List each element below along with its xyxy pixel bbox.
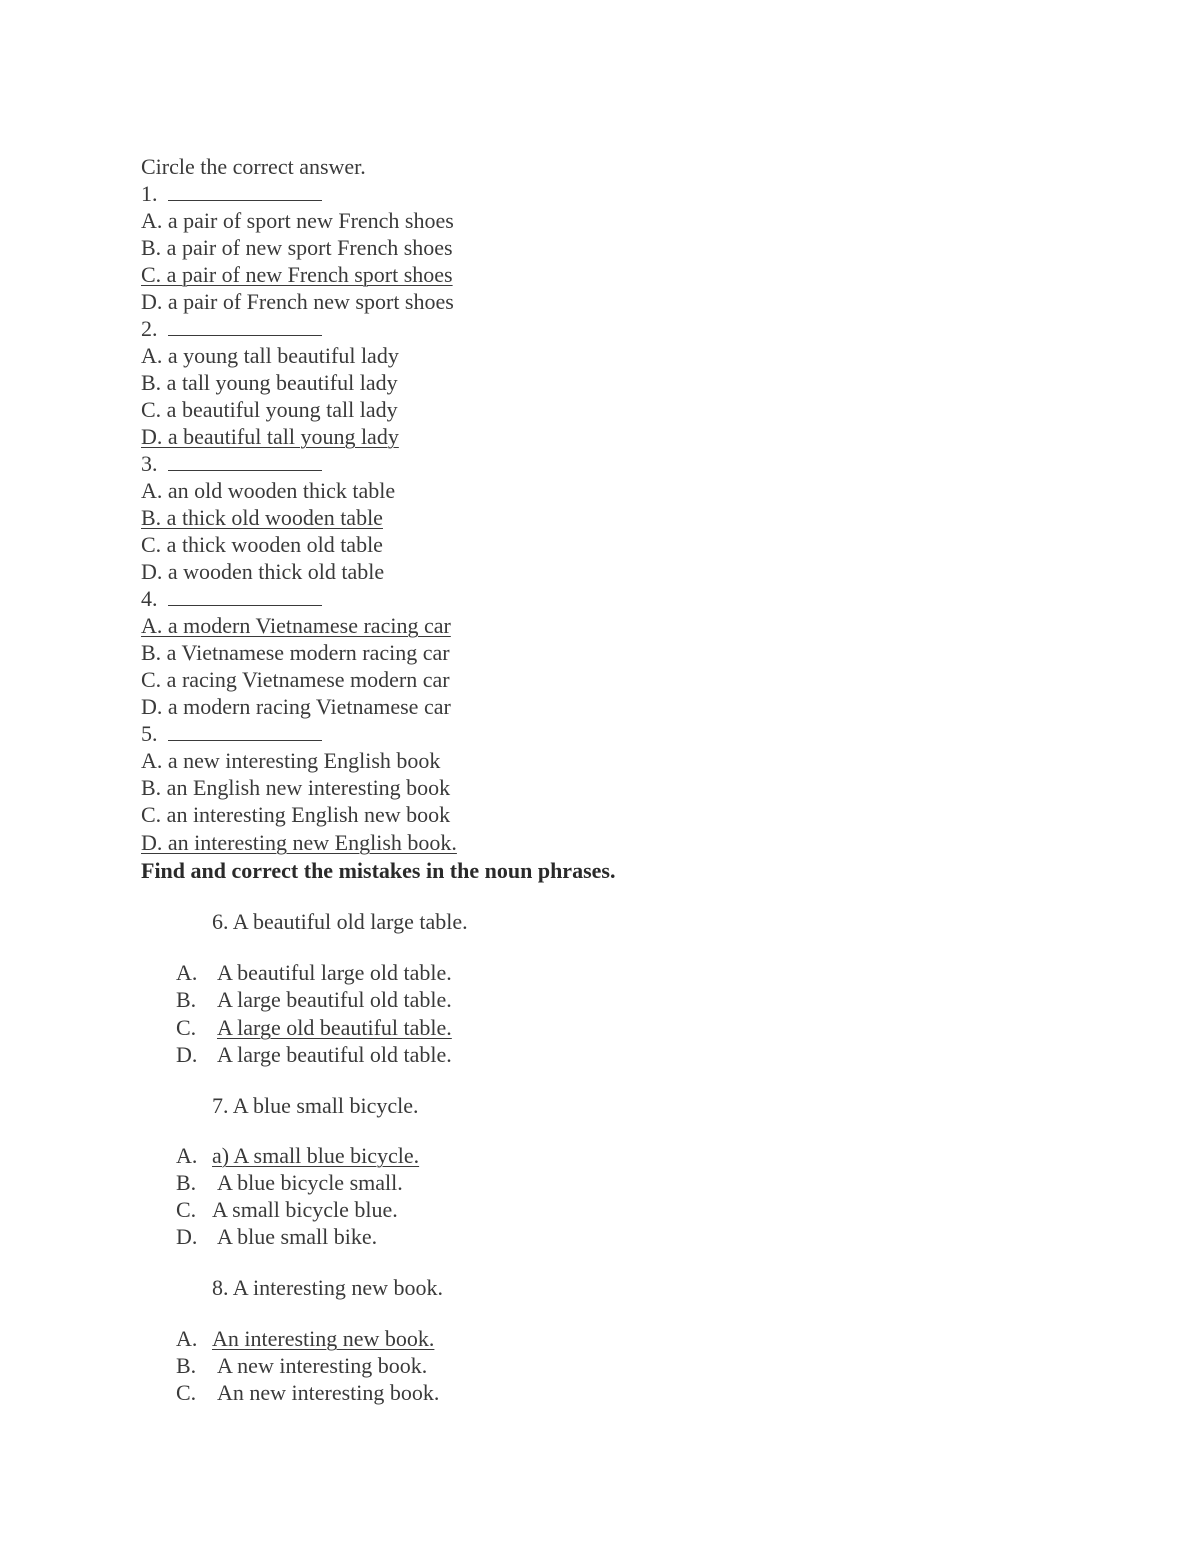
q5-option-b[interactable]: B. an English new interesting book (141, 775, 451, 800)
option-letter: B. (176, 1353, 197, 1378)
q6-option-c-correct[interactable] (0, 1014, 600, 1041)
option-text: A large beautiful old table. (217, 987, 452, 1012)
option-letter: D. (176, 1042, 198, 1067)
q2-option-b[interactable]: B. a tall young beautiful lady (141, 370, 398, 395)
option-letter: C. (176, 1015, 197, 1040)
option-text: A blue bicycle small. (217, 1170, 403, 1195)
option-text: An new interesting book. (217, 1380, 440, 1405)
option-letter: A. (176, 960, 198, 985)
q8-option-a-correct[interactable] (0, 1325, 600, 1352)
option-text: A large old beautiful table. (217, 1015, 452, 1040)
answer-blank[interactable] (168, 452, 322, 471)
question-2-number: 2. (141, 315, 322, 342)
q3-option-c[interactable]: C. a thick wooden old table (141, 532, 383, 557)
q8-prompt: 8. A interesting new book. (212, 1275, 443, 1300)
q5-option-d-correct[interactable]: D. an interesting new English book. (141, 830, 457, 855)
q7-option-c[interactable] (0, 1196, 600, 1223)
answer-blank[interactable] (168, 182, 322, 201)
q2-option-a[interactable]: A. a young tall beautiful lady (141, 343, 399, 368)
question-3-number: 3. (141, 450, 322, 477)
option-letter: A. (176, 1326, 198, 1351)
q4-option-d[interactable]: D. a modern racing Vietnamese car (141, 694, 451, 719)
q3-option-d[interactable]: D. a wooden thick old table (141, 559, 385, 584)
q2-option-d-correct[interactable]: D. a beautiful tall young lady (141, 424, 399, 449)
q1-option-c-correct[interactable]: C. a pair of new French sport shoes (141, 262, 453, 287)
q4-option-b[interactable]: B. a Vietnamese modern racing car (141, 640, 450, 665)
option-letter: B. (176, 1170, 197, 1195)
option-text: A new interesting book. (217, 1353, 428, 1378)
option-letter: C. (176, 1197, 197, 1222)
q6-option-b[interactable] (0, 986, 600, 1013)
question-1-number: 1. (141, 180, 322, 207)
answer-blank[interactable] (168, 722, 322, 741)
option-text: A large beautiful old table. (217, 1042, 452, 1067)
q5-option-c[interactable]: C. an interesting English new book (141, 802, 451, 827)
question-4-number: 4. (141, 585, 322, 612)
option-text: A beautiful large old table. (217, 960, 452, 985)
q6-option-d[interactable] (0, 1041, 600, 1068)
q8-option-c[interactable] (0, 1379, 600, 1406)
q3-option-b-correct[interactable]: B. a thick old wooden table (141, 505, 383, 530)
option-text: a) A small blue bicycle. (212, 1143, 420, 1168)
q7-option-b[interactable] (0, 1169, 600, 1196)
q4-option-c[interactable]: C. a racing Vietnamese modern car (141, 667, 450, 692)
q7-prompt: 7. A blue small bicycle. (212, 1093, 419, 1118)
option-text: A small bicycle blue. (212, 1197, 398, 1222)
q7-option-d[interactable] (0, 1223, 600, 1250)
option-text: An interesting new book. (212, 1326, 435, 1351)
q4-option-a-correct[interactable]: A. a modern Vietnamese racing car (141, 613, 451, 638)
option-letter: B. (176, 987, 197, 1012)
option-letter: A. (176, 1143, 198, 1168)
answer-blank[interactable] (168, 317, 322, 336)
option-text: A blue small bike. (217, 1224, 378, 1249)
instruction: Circle the correct answer. (141, 154, 366, 179)
section-heading: Find and correct the mistakes in the noun phrases. (141, 858, 616, 883)
q7-option-a-correct[interactable] (0, 1142, 600, 1169)
q2-option-c[interactable]: C. a beautiful young tall lady (141, 397, 398, 422)
q1-option-b[interactable]: B. a pair of new sport French shoes (141, 235, 453, 260)
q6-prompt: 6. A beautiful old large table. (212, 909, 468, 934)
q1-option-a[interactable]: A. a pair of sport new French shoes (141, 208, 454, 233)
q3-option-a[interactable]: A. an old wooden thick table (141, 478, 396, 503)
q1-option-d[interactable]: D. a pair of French new sport shoes (141, 289, 454, 314)
question-5-number: 5. (141, 720, 322, 747)
q8-option-b[interactable] (0, 1352, 600, 1379)
q6-option-a[interactable] (0, 959, 600, 986)
answer-blank[interactable] (168, 587, 322, 606)
q5-option-a[interactable]: A. a new interesting English book (141, 748, 441, 773)
option-letter: D. (176, 1224, 198, 1249)
option-letter: C. (176, 1380, 197, 1405)
